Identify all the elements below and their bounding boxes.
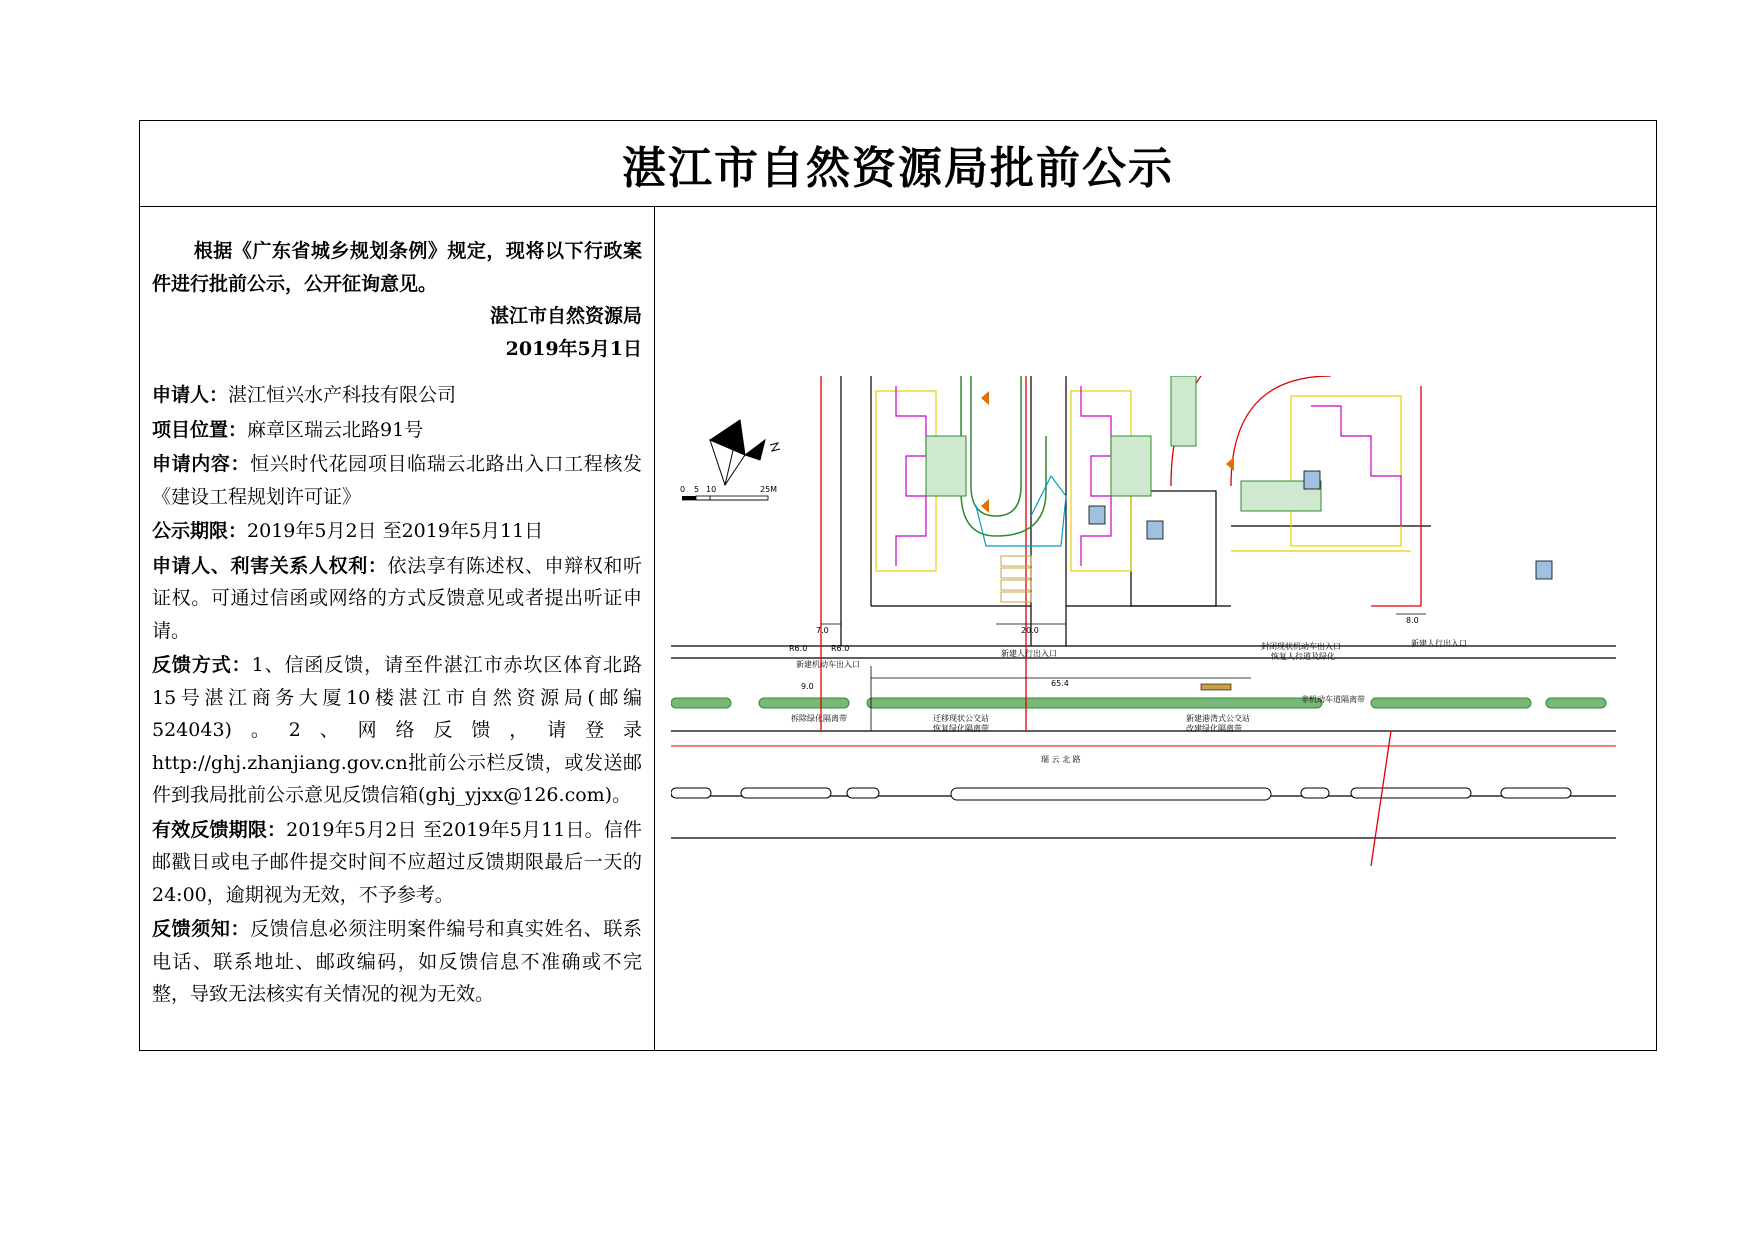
scale-tick-5: 5 [694,485,700,494]
item-location [152,414,642,447]
dim-7: 7.0 [816,626,829,635]
item-label: 反馈须知： [152,918,251,940]
item-value: 2019年5月2日 至2019年5月11日。信件邮戳日或电子邮件提交时间不应超过反馈期限最后一天的24:00，逾期视为无效，不予参考。 [152,818,642,906]
label-restore-sidewalk: 恢复人行道及绿化 [1271,652,1335,661]
item-feedback-deadline [152,814,642,912]
item-rights [152,550,642,648]
intro-paragraph: 根据《广东省城乡规划条例》规定，现将以下行政案件进行批前公示，公开征询意见。 [152,240,642,295]
label-remove-green-strip: 拆除绿化隔离带 [791,714,847,723]
item-content [152,448,642,513]
item-label: 申请人、利害关系人权利： [152,554,388,577]
page-title: 湛江市自然资源局批前公示 [622,142,1174,194]
dim-65-4: 65.4 [1051,679,1069,688]
site-plan-drawing [671,376,1616,866]
item-value: 1、信函反馈，请至件湛江市赤坎区体育北路15号湛江商务大厦10楼湛江市自然资源局(邮编 524043)。2、网络反馈，请登录http://ghj.zhanjiang.gov.cn批前公示栏反馈，或发送邮件到我局批前公示意见反馈信箱(ghj_yjxx@126.com)。 [152,654,642,806]
dim-9: 9.0 [801,682,814,691]
item-feedback-method [152,649,642,812]
signer: 湛江市自然资源局 [489,305,642,327]
label-new-pedestrian-entrance-2: 新建人行出入口 [1411,639,1467,648]
dim-r6-left: R6.0 [789,644,808,653]
label-road-name: 瑞 云 北 路 [1041,755,1081,764]
item-value: 恒兴时代花园项目临瑞云北路出入口工程核发《建设工程规划许可证》 [152,453,642,508]
scale-tick-0: 0 [680,485,686,494]
item-label: 有效反馈期限： [152,818,287,841]
item-applicant [152,379,642,412]
scale-tick-25: 25M [760,485,778,494]
item-label: 申请内容： [152,453,251,475]
item-value: 麻章区瑞云北路91号 [247,418,424,441]
sign-date: 2019年5月1日 [505,337,642,360]
label-relocate-bus-stop: 迁移现状公交站 [933,714,989,723]
dim-20: 20.0 [1021,626,1039,635]
label-rebuild-green-strip: 改建绿化隔离带 [1186,724,1242,733]
dim-8: 8.0 [1406,616,1419,625]
item-value: 2019年5月2日 至2019年5月11日 [247,520,544,542]
label-new-pedestrian-entrance: 新建人行出入口 [1001,649,1057,658]
item-label: 反馈方式： [152,654,252,676]
label-restore-green-strip: 恢复绿化隔离带 [933,724,989,733]
label-new-vehicle-entrance: 新建机动车出入口 [796,660,860,669]
item-period [152,515,642,548]
item-label: 申请人： [152,384,229,406]
item-value: 反馈信息必须注明案件编号和真实姓名、联系电话、联系地址、邮政编码，如反馈信息不准确或不完整，导致无法核实有关情况的视为无效。 [152,918,642,1005]
item-feedback-notes [152,913,642,1011]
scale-tick-10: 10 [706,485,717,494]
item-label: 项目位置： [152,418,248,441]
item-value: 依法享有陈述权、申辩权和听证权。可通过信函或网络的方式反馈意见或者提出听证申请。 [152,554,642,642]
item-value: 湛江恒兴水产科技有限公司 [228,384,457,406]
item-label: 公示期限： [152,520,248,542]
title-row [140,121,1656,207]
label-non-motor-strip: 非机动车道隔离带 [1301,695,1365,704]
label-close-vehicle-entrance: 封闭现状机动车出入口 [1261,642,1341,651]
label-new-bay-bus-stop: 新建港湾式公交站 [1186,714,1250,723]
dim-r6-right: R6.0 [831,644,850,653]
notice-text-column [140,207,655,1050]
